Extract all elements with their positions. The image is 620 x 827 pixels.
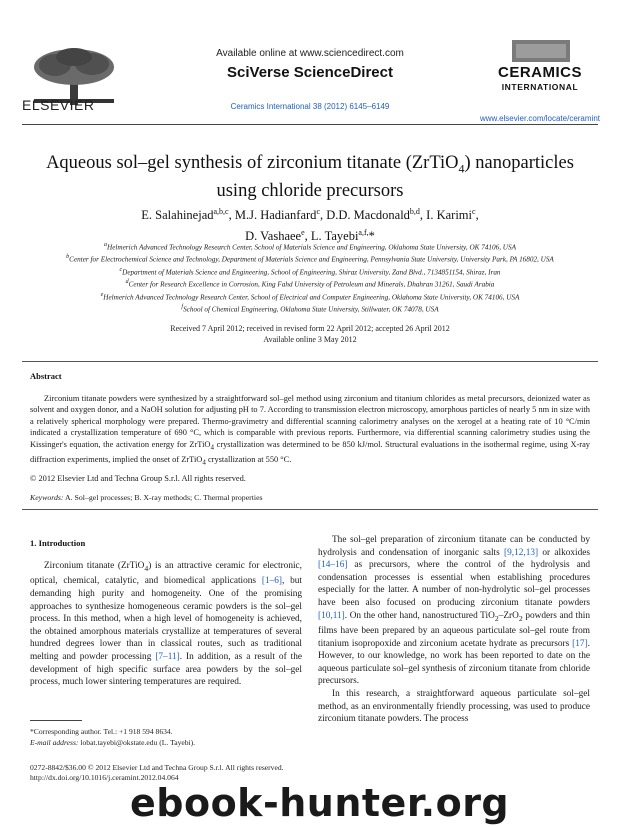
citation-link[interactable]: [9,12,13] [504, 547, 539, 558]
watermark-text: ebook-hunter.org [130, 781, 510, 825]
header-rule [22, 124, 598, 125]
received-dates: Received 7 April 2012; received in revised form 22 April 2012; accepted 26 April 2012 [170, 324, 450, 333]
abstract-bottom-rule [22, 509, 598, 510]
affiliation-e: $^e$Helmerich Advanced Technology Research Center, School of Electrical and Computer Engineering, Oklahoma State University, OK 74106, USA [100, 291, 520, 301]
intro-paragraph-1: Zirconium titanate (ZrTiO$_4$) is an attractive ceramic for electronic, optical, chemical, catalytic, and biomedical applications [1–6], but demanding high purity and homogeneity. One of the promising approaches to synthesize homogeneous ceramic powders is the sol–gel process. In this method, when a high level of homogeneity is achieved, the obtained amorphous materials crystallize at temperatures of several hundred degrees lower than in classical routes, such as traditional melting and powder processing [7–11]. In addition, as a result of the development of high specific surface area powders by the sol–gel process, much lower sintering temperatures are required. [30, 561, 303, 688]
article-dates [30, 323, 590, 345]
journal-citation-link[interactable]: Ceramics International 38 (2012) 6145–6149 [230, 102, 390, 111]
abstract-copyright: © 2012 Elsevier Ltd and Techna Group S.r.l. All rights reserved. [30, 474, 246, 483]
journal-logo-subtitle: INTERNATIONAL [501, 82, 579, 92]
affiliations [22, 240, 598, 314]
article-title: Aqueous sol–gel synthesis of zirconium titanate (ZrTiO$_4$) nanoparticles using chloride precursors [46, 153, 574, 201]
citation-link[interactable]: [14–16] [318, 560, 348, 571]
keywords-list: A. Sol–gel processes; B. X-ray methods; C. Thermal properties [65, 493, 263, 502]
keywords-label: Keywords: [30, 493, 64, 502]
email-address[interactable]: lobat.tayebi@okstate.edu (L. Tayebi). [80, 738, 196, 747]
journal-url-link[interactable]: www.elsevier.com/locate/ceramint [479, 114, 600, 123]
ceramics-journal-icon [512, 40, 570, 62]
keywords [30, 493, 590, 502]
sciverse-logo-text: SciVerse ScienceDirect [227, 64, 393, 81]
citation-link[interactable]: [7–11] [155, 652, 180, 663]
abstract-text: Zirconium titanate powders were synthesized by a straightforward sol–gel method using zirconium and titanium chlorides as metal precursors, deionized water as solvent and oxygen donor, and a NaOH solution for adjusting pH to 7. According to transmission electron microscopy, amorphous particles of nearly 5 nm in size with a relatively spherical morphology were prepared. Thermo-gravimetry and differential scanning calorimetry analyses on the xerogel at a heating rate of 10 °C/min indicated a crystallization temperature of 690 °C, which is comparable with previous reports. Furthermore, via differential scanning calorimetry studies using the Kissinger's equation, the activation energy for ZrTiO$_4$ crystallization was determined to be 850 kJ/mol. Structural evaluations in the isothermal regime, using X-ray diffraction experiments, implied the onset of ZrTiO$_4$ crystallization at 550 °C. [30, 394, 590, 467]
citation-link[interactable]: [10,11] [318, 610, 345, 621]
corresponding-author-footnote [30, 726, 300, 748]
author-list: E. Salahinejad$^{a,b,c}$, M.J. Hadianfard$^c$, D.D. Macdonald$^{b,d}$, I. Karimi$^c$, D. Vashaee$^e$, L. Tayebi$^{a,f,}$* [141, 207, 479, 244]
citation-link[interactable]: [17] [572, 638, 588, 649]
right-column [318, 534, 590, 726]
abstract-heading: Abstract [30, 371, 62, 381]
doi-link[interactable]: http://dx.doi.org/10.1016/j.ceramint.2012.04.064 [30, 773, 179, 782]
citation-link[interactable]: [1–6] [261, 576, 282, 587]
corresponding-author-tel: *Corresponding author. Tel.: +1 918 594 8634. [30, 727, 173, 736]
publisher-logo-text: ELSEVIER [22, 97, 95, 113]
affiliation-b: $^b$Center for Electrochemical Science and Technology, Department of Materials Science and Engineering, Pennsylvania State University, University Park, PA 16802, USA [66, 254, 554, 264]
intro-paragraph-3: In this research, a straightforward aqueous particulate sol–gel method, as an environmentally friendly processing, was used to produce zirconium titanate powders. The process [318, 688, 590, 725]
affiliation-a: $^a$Helmerich Advanced Technology Research Center, School of Materials Science and Engineering, Oklahoma State University, OK 74106, USA [104, 242, 516, 252]
email-label: E-mail address: [30, 738, 79, 747]
affiliation-f: $^f$School of Chemical Engineering, Oklahoma State University, Stillwater, OK 74078, USA [181, 303, 439, 314]
available-online-date: Available online 3 May 2012 [263, 335, 357, 344]
footnote-rule [30, 720, 82, 721]
available-online-text[interactable]: Available online at www.sciencedirect.com [216, 48, 404, 59]
affiliation-c: $^c$Department of Materials Science and Engineering, School of Engineering, Shiraz University, Zand Blvd., 7134851154, Shiraz, Iran [119, 266, 501, 277]
section-heading-introduction: 1. Introduction [30, 538, 86, 548]
issn-copyright-line: 0272-8842/$36.00 © 2012 Elsevier Ltd and Techna Group S.r.l. All rights reserved. [30, 763, 284, 772]
abstract-top-rule [22, 361, 598, 362]
left-column [30, 560, 302, 689]
affiliation-d: $^d$Center for Research Excellence in Corrosion, King Fahd University of Petroleum and Minerals, Dhahran 31261, Saudi Arabia [125, 279, 495, 289]
intro-paragraph-2: The sol–gel preparation of zirconium titanate can be conducted by hydrolysis and condensation of inorganic salts [9,12,13] or alkoxides [14–16] as precursors, where the control of the hydrolysis and condensation processes is essential when establishing procedures especially for the latter. A number of non-hydrolytic sol–gel processes have been also focused on producing zirconium titanate powders [10,11]. On the other hand, nanostructured TiO$_2$–ZrO$_2$ powders and thin films have been prepared by an aqueous particulate sol–gel route from titanium isopropoxide and zirconium acetate hydrate as precursors [17]. However, to our knowledge, no work has been reported to date on the aqueous particulate sol–gel synthesis of zirconium titanate from chloride precursors. [318, 535, 590, 687]
journal-logo-title: CERAMICS [497, 64, 582, 81]
